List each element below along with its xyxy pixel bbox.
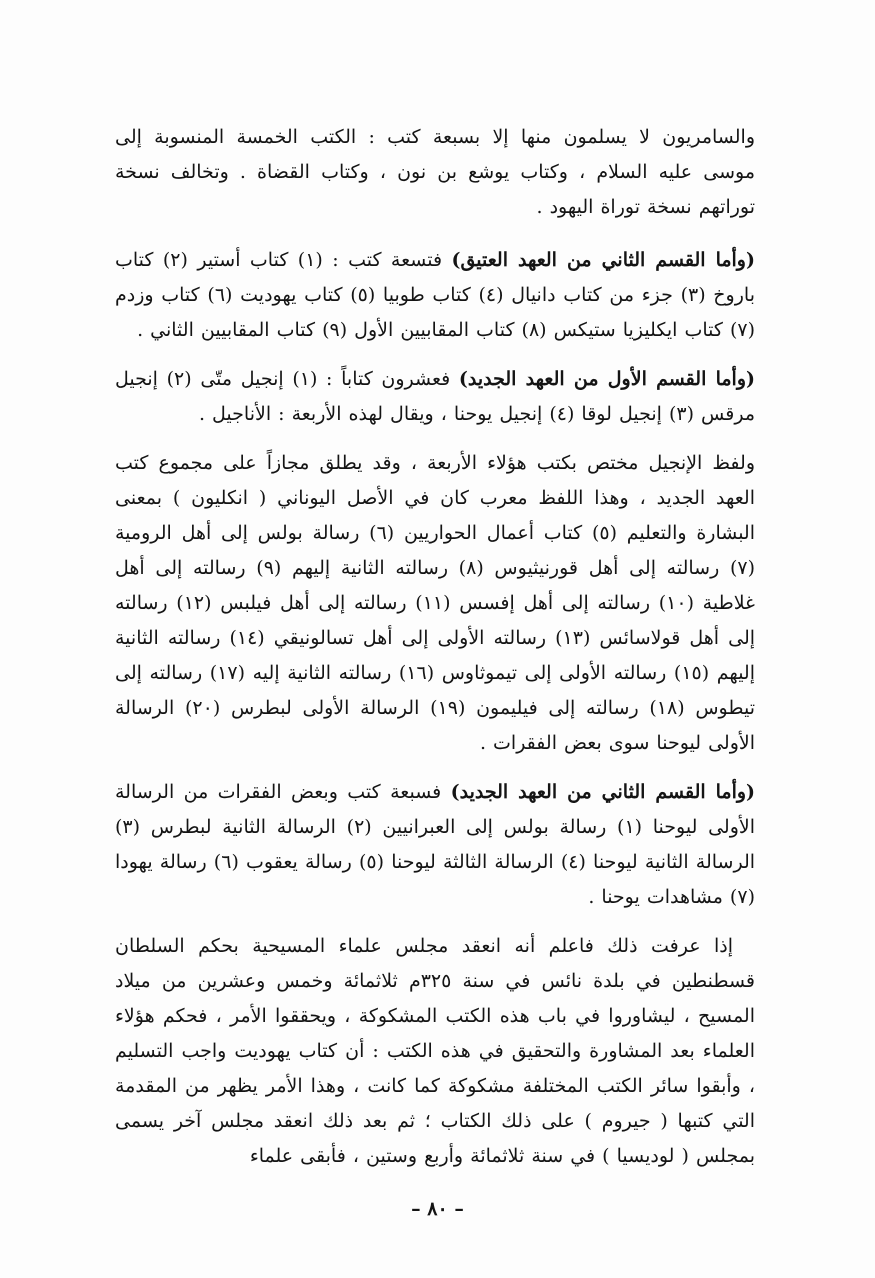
paragraph-council-of-nicaea [115,929,755,1174]
paragraph-gospel-term [115,446,755,761]
paragraph-new-testament-part-one [115,362,755,432]
body-text [115,120,755,1188]
paragraph-old-testament-part-two [115,243,755,348]
paragraph-new-testament-part-two [115,775,755,915]
paragraph-text: فتسعة كتب : (١) كتاب أستير (٢) كتاب باروخ (٣) جزء من كتاب دانيال (٤) كتاب طوبيا (٥) كتاب يهوديت (٦) كتاب وزدم (٧) كتاب ايكليزيا ستيكس (٨) كتاب المقابيين الأول (٩) كتاب المقابيين الثاني . [115,249,755,341]
paragraph-samaritans [115,120,755,225]
paragraph-text: فسبعة كتب وبعض الفقرات من الرسالة الأولى ليوحنا (١) رسالة بولس إلى العبرانيين (٢) الرسالة الثانية لبطرس (٣) الرسالة الثانية ليوحنا (٤) الرسالة الثالثة ليوحنا (٥) رسالة يعقوب (٦) رسالة يهودا (٧) مشاهدات يوحنا . [115,781,756,908]
paragraph-text: ولفظ الإنجيل مختص بكتب هؤلاء الأربعة ، وقد يطلق مجازاً على مجموع كتب العهد الجديد ، وهذا اللفظ معرب كان في الأصل اليوناني ( انكليون ) بمعنى البشارة والتعليم (٥) كتاب أعمال الحواريين (٦) رسالة بولس إلى أهل الرومية (٧) رسالته إلى أهل قورنيثيوس (٨) رسالته الثانية إليهم (٩) رسالته إلى أهل غلاطية (١٠) رسالته إلى أهل إفسس (١١) رسالته إلى أهل فيلبس (١٢) رسالته إلى أهل قولاسائس (١٣) رسالته الأولى إلى أهل تسالونيقي (١٤) رسالته الثانية إليهم (١٥) رسالته الأولى إلى تيموثاوس (١٦) رسالته الثانية إليه (١٧) رسالته إلى تيطوس (١٨) رسالته إلى فيليمون (١٩) الرسالة الأولى لبطرس (٢٠) الرسالة الأولى ليوحنا سوى بعض الفقرات . [115,452,756,754]
section-heading: (وأما القسم الثاني من العهد الجديد) [450,781,756,803]
section-heading: (وأما القسم الأول من العهد الجديد) [458,368,756,390]
paragraph-text: والسامريون لا يسلمون منها إلا بسبعة كتب : الكتب الخمسة المنسوبة إلى موسى عليه السلام ، وكتاب يوشع بن نون ، وكتاب القضاة . وتخالف نسخة توراتهم نسخة توراة اليهود . [115,126,755,218]
paragraph-text: إذا عرفت ذلك فاعلم أنه انعقد مجلس علماء المسيحية بحكم السلطان قسطنطين في بلدة نائس في سنة ٣٢٥م ثلاثمائة وخمس وعشرين من ميلاد المسيح ، ليشاوروا في باب هذه الكتب المشكوكة ، ويحققوا الأمر ، فحكم هؤلاء العلماء بعد المشاورة والتحقيق في هذه الكتب : أن كتاب يهوديت واجب التسليم ، وأبقوا سائر الكتب المختلفة مشكوكة كما كانت ، وهذا الأمر يظهر من المقدمة التي كتبها ( جيروم ) على ذلك الكتاب ؛ ثم بعد ذلك انعقد مجلس آخر يسمى بمجلس ( لوديسيا ) في سنة ثلاثمائة وأربع وستين ، فأبقى علماء [115,935,755,1167]
section-heading: (وأما القسم الثاني من العهد العتيق) [451,249,755,271]
page-number: – ٨٠ – [411,1198,464,1220]
paragraph-text: فعشرون كتاباً : (١) إنجيل متّى (٢) إنجيل مرقس (٣) إنجيل لوقا (٤) إنجيل يوحنا ، ويقال لهذه الأربعة : الأناجيل . [115,368,755,425]
